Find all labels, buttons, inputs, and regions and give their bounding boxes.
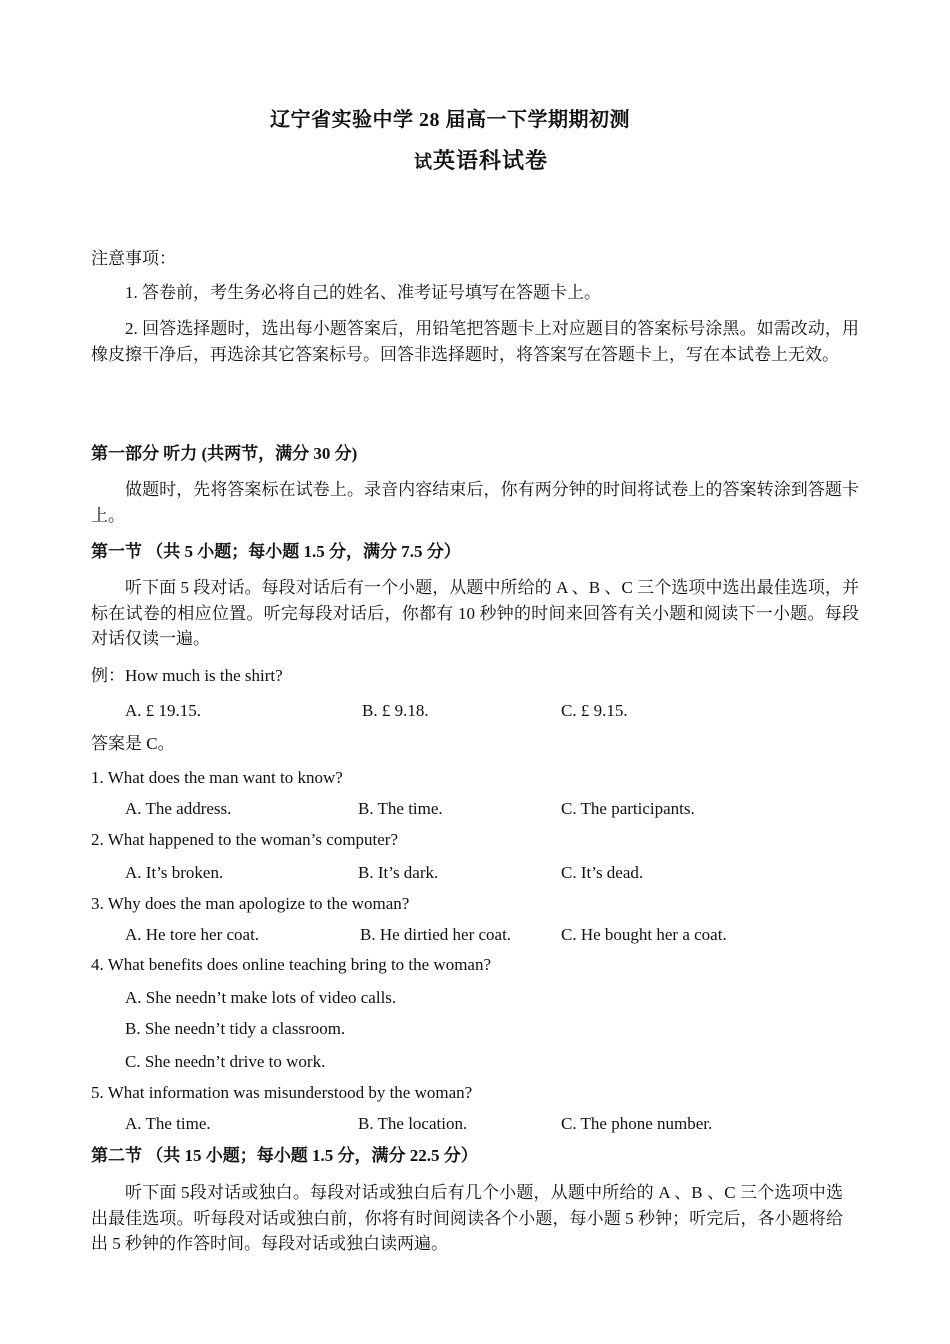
q5-option-a: A. The time. bbox=[125, 1114, 211, 1133]
section2-heading: 第二节 （共 15 小题；每小题 1.5 分，满分 22.5 分） bbox=[91, 1146, 478, 1165]
part1-heading: 第一部分 听力 (共两节，满分 30 分) bbox=[91, 444, 358, 463]
q5-option-c: C. The phone number. bbox=[561, 1114, 713, 1133]
example-option-b: B. £ 9.18. bbox=[362, 701, 429, 720]
q1-option-c: C. The participants. bbox=[561, 799, 695, 818]
q1-option-b: B. The time. bbox=[358, 799, 443, 818]
part1-instruction: 做题时，先将答案标在试卷上。录音内容结束后，你有两分钟的时间将试卷上的答案转涂到答题卡上。 bbox=[91, 480, 859, 525]
section1-instruction: 听下面 5 段对话。每段对话后有一个小题，从题中所给的 A 、B 、C 三个选项中选出最佳选项，并标在试卷的相应位置。听完每段对话后，你都有 10 秒钟的时间来回答有关小题和阅读下一小题。每段对话仅读一遍。 bbox=[91, 578, 859, 648]
q4-option-b: B. She needn’t tidy a classroom. bbox=[125, 1019, 346, 1038]
notice-item-2: 2. 回答选择题时，选出每小题答案后，用铅笔把答题卡上对应题目的答案标号涂黑。如需改动，用橡皮擦干净后，再选涂其它答案标号。回答非选择题时，将答案写在答题卡上，写在本试卷上无效。 bbox=[91, 319, 859, 364]
q2-option-b: B. It’s dark. bbox=[358, 863, 439, 882]
q2-option-c: C. It’s dead. bbox=[561, 863, 644, 882]
q3-option-c: C. He bought her a coat. bbox=[561, 925, 727, 944]
section2-instruction: 听下面 5段对话或独白。每段对话或独白后有几个小题，从题中所给的 A 、B 、C 三个选项中选出最佳选项。听每段对话或独白前，你将有时间阅读各个小题，每小题 5 秒钟；听完后，各小题将给出 5 秒钟的作答时间。每段对话或独白读两遍。 bbox=[91, 1183, 843, 1253]
q4-option-a: A. She needn’t make lots of video calls. bbox=[125, 988, 397, 1007]
q4-option-c: C. She needn’t drive to work. bbox=[125, 1052, 326, 1071]
q2-option-a: A. It’s broken. bbox=[125, 863, 224, 882]
example-option-c: C. £ 9.15. bbox=[561, 701, 628, 720]
question-2: 2. What happened to the woman’s computer? bbox=[91, 830, 399, 849]
q5-option-b: B. The location. bbox=[358, 1114, 468, 1133]
q3-option-a: A. He tore her coat. bbox=[125, 925, 260, 944]
notice-item-1: 1. 答卷前，考生务必将自己的姓名、准考证号填写在答题卡上。 bbox=[125, 283, 601, 302]
exam-title-line1: 辽宁省实验中学 28 届高一下学期期初测 bbox=[270, 109, 630, 131]
exam-title-main: 英语科试卷 bbox=[433, 148, 549, 173]
question-4: 4. What benefits does online teaching bring to the woman? bbox=[91, 955, 492, 974]
example-option-a: A. £ 19.15. bbox=[125, 701, 202, 720]
notice-heading: 注意事项： bbox=[91, 249, 176, 268]
exam-title-line2 bbox=[414, 150, 548, 172]
question-1: 1. What does the man want to know? bbox=[91, 768, 343, 787]
question-5: 5. What information was misunderstood by the woman? bbox=[91, 1083, 473, 1102]
question-3: 3. Why does the man apologize to the woman? bbox=[91, 894, 410, 913]
q3-option-b: B. He dirtied her coat. bbox=[360, 925, 512, 944]
example-answer: 答案是 C。 bbox=[91, 734, 175, 753]
exam-title-prefix: 试 bbox=[414, 152, 433, 172]
q1-option-a: A. The address. bbox=[125, 799, 232, 818]
example-question: 例：How much is the shirt? bbox=[91, 666, 283, 685]
section1-heading: 第一节 （共 5 小题；每小题 1.5 分，满分 7.5 分） bbox=[91, 542, 461, 561]
